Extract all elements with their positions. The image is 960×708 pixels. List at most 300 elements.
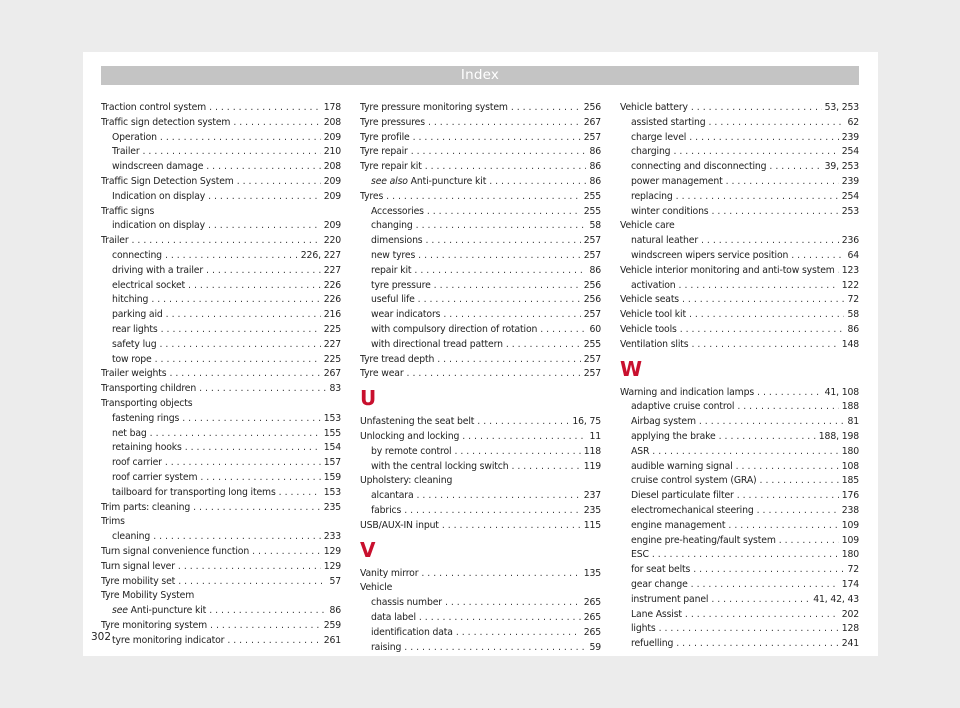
entry-term: safety lug [112, 338, 157, 350]
entry-term: repair kit [371, 264, 412, 276]
entry-term: Tyre repair kit [360, 161, 422, 173]
index-subentry [101, 412, 341, 427]
dot-leader [691, 101, 822, 116]
entry-term: Transporting objects [101, 397, 193, 409]
entry-term: roof carrier [112, 457, 162, 469]
page-reference: 202 [841, 608, 859, 620]
entry-term: Vehicle battery [620, 102, 688, 113]
index-entry [620, 323, 859, 338]
index-subentry [101, 190, 341, 205]
dot-leader [418, 293, 581, 308]
entry-term: adaptive cruise control [631, 401, 735, 413]
dot-leader [701, 234, 839, 249]
dot-leader [757, 386, 822, 401]
index-entry [620, 386, 859, 401]
index-entry [620, 338, 859, 353]
index-subentry [620, 234, 859, 249]
index-subentry [101, 604, 341, 619]
dot-leader [206, 160, 320, 175]
index-subentry [360, 308, 601, 323]
entry-term: Vehicle care [620, 220, 675, 232]
page-reference: 64 [847, 249, 859, 261]
dot-leader [427, 205, 581, 220]
page-reference: 118 [583, 445, 601, 457]
entry-term: windscreen damage [112, 161, 204, 173]
page-reference: 185 [841, 475, 859, 487]
entry-term: Vehicle seats [620, 294, 680, 306]
page-reference: 176 [841, 490, 859, 502]
index-subentry [101, 279, 341, 294]
dot-leader [227, 634, 320, 649]
dot-leader [155, 353, 321, 368]
page-reference: 129 [323, 545, 341, 557]
index-subentry [101, 219, 341, 234]
index-entry [360, 474, 601, 489]
index-subentry [360, 460, 601, 475]
page-reference: 226, 227 [300, 249, 341, 261]
index-entry [620, 308, 859, 323]
dot-leader [279, 486, 321, 501]
entry-term: Tyre monitoring system [101, 619, 208, 631]
page-reference: 109 [841, 519, 859, 531]
page-reference: 128 [841, 623, 859, 635]
entry-term: Warning and indication lamps [620, 386, 755, 398]
index-entry [101, 619, 341, 634]
index-subentry [620, 489, 859, 504]
dot-leader [404, 641, 586, 656]
entry-term: Trims [101, 516, 125, 528]
index-entry [360, 519, 601, 534]
dot-leader [411, 145, 587, 160]
page-reference: 153 [323, 486, 341, 498]
page-reference: 208 [323, 116, 341, 128]
entry-term: Diesel particulate filter [631, 490, 734, 502]
index-entry [360, 160, 601, 175]
entry-term: Vehicle tool kit [620, 309, 686, 321]
dot-leader [652, 445, 838, 460]
page-reference: 265 [583, 597, 601, 609]
index-entry [360, 353, 601, 368]
entry-term: Ventilation slits [620, 338, 689, 350]
index-entry [101, 397, 341, 412]
page-reference: 226 [323, 279, 341, 291]
entry-term: with the central locking switch [371, 460, 509, 472]
dot-leader [659, 622, 839, 637]
entry-term: with compulsory direction of rotation [371, 323, 538, 335]
index-entry [360, 581, 601, 596]
dot-leader [160, 338, 321, 353]
dot-leader [160, 131, 321, 146]
page-reference: 254 [841, 190, 859, 202]
dot-leader [188, 279, 321, 294]
index-subentry [360, 504, 601, 519]
index-subentry [101, 145, 341, 160]
dot-leader [417, 489, 581, 504]
index-subentry [101, 160, 341, 175]
entry-term: Traffic Sign Detection System [101, 175, 234, 187]
page-reference: 188, 198 [818, 430, 859, 442]
page-reference: 267 [583, 116, 601, 128]
page-reference: 58 [847, 309, 859, 321]
dot-leader [736, 460, 839, 475]
page-reference: 72 [847, 294, 859, 306]
page-reference: 178 [323, 102, 341, 113]
dot-leader [673, 145, 838, 160]
page-reference: 154 [323, 442, 341, 454]
entry-term: power management [631, 175, 723, 187]
index-entry [101, 575, 341, 590]
page-reference: 180 [841, 445, 859, 457]
entry-term: electrical socket [112, 279, 186, 291]
index-entry [360, 367, 601, 382]
dot-leader [421, 567, 580, 582]
dot-leader [426, 234, 581, 249]
page-reference: 256 [583, 102, 601, 113]
page-reference: 209 [323, 190, 341, 202]
entry-term: Vehicle interior monitoring and anti-tow system [620, 264, 835, 276]
page-reference: 108 [841, 460, 859, 472]
page-reference: 255 [583, 190, 601, 202]
dot-leader [193, 501, 321, 516]
dot-leader [709, 116, 845, 131]
index-subentry [101, 634, 341, 649]
entry-term: cleaning [112, 531, 151, 543]
entry-term: Unlocking and locking [360, 430, 460, 442]
index-subentry [101, 338, 341, 353]
page-reference: 209 [323, 131, 341, 143]
index-subentry [620, 474, 859, 489]
page-reference: 226 [323, 294, 341, 306]
entry-term: winter conditions [631, 205, 709, 217]
dot-leader [691, 338, 838, 353]
page-reference: 254 [841, 146, 859, 158]
index-column-3 [620, 101, 859, 652]
index-subentry [360, 445, 601, 460]
page-reference: 257 [583, 131, 601, 143]
dot-leader [769, 160, 821, 175]
dot-leader [206, 264, 321, 279]
index-entry [620, 264, 859, 279]
page-reference: 255 [583, 205, 601, 217]
entry-term: Vanity mirror [360, 567, 419, 579]
entry-term: by remote control [371, 445, 452, 457]
page-reference: 157 [323, 457, 341, 469]
page-reference: 225 [323, 323, 341, 335]
page-reference: 86 [589, 146, 601, 158]
dot-leader [208, 219, 321, 234]
dot-leader [151, 293, 320, 308]
index-subentry [101, 486, 341, 501]
entry-term: applying the brake [631, 430, 716, 442]
index-entry [101, 101, 341, 116]
page-reference: 153 [323, 412, 341, 424]
page-reference: 155 [323, 427, 341, 439]
page-reference: 11 [589, 430, 601, 442]
index-subentry [620, 279, 859, 294]
index-subentry [620, 400, 859, 415]
entry-term: charge level [631, 131, 687, 143]
entry-term: replacing [631, 190, 673, 202]
page-reference: 261 [323, 634, 341, 646]
dot-leader [757, 504, 839, 519]
index-subentry [101, 131, 341, 146]
page-reference: 265 [583, 611, 601, 623]
page-reference: 57 [329, 575, 341, 587]
index-entry [360, 430, 601, 445]
entry-term: cruise control system (GRA) [631, 475, 757, 487]
index-subentry [620, 460, 859, 475]
entry-term: Lane Assist [631, 608, 682, 620]
index-subentry [620, 563, 859, 578]
index-subentry [620, 622, 859, 637]
index-subentry [620, 145, 859, 160]
dot-leader [200, 471, 320, 486]
entry-term: rear lights [112, 323, 158, 335]
page-reference: 86 [329, 605, 341, 617]
dot-leader [445, 596, 581, 611]
entry-term: Tyre Mobility System [101, 590, 195, 602]
entry-term: tailboard for transporting long items [112, 486, 276, 498]
see-reference: see [112, 605, 128, 617]
dot-leader [454, 445, 580, 460]
page-reference: 257 [583, 249, 601, 261]
page-reference: 257 [583, 235, 601, 247]
page-reference: 62 [847, 116, 859, 128]
entry-term: Trailer [101, 235, 129, 247]
entry-term: Tyre profile [360, 131, 410, 143]
index-entry [101, 515, 341, 530]
dot-leader [161, 323, 321, 338]
dot-leader [462, 430, 586, 445]
entry-term: Tyre repair [360, 146, 408, 158]
page-reference: 60 [589, 323, 601, 335]
dot-leader [443, 308, 580, 323]
dot-leader [425, 160, 587, 175]
dot-leader [143, 145, 321, 160]
index-entry [360, 116, 601, 131]
index-subentry [101, 456, 341, 471]
page-reference: 235 [323, 501, 341, 513]
entry-term: raising [371, 641, 402, 653]
index-entry [620, 219, 859, 234]
index-entry [101, 234, 341, 249]
page-reference: 72 [847, 564, 859, 576]
page-reference: 239 [841, 175, 859, 187]
entry-term: Tyres [360, 190, 384, 202]
index-entry [101, 560, 341, 575]
index-subentry [360, 175, 601, 190]
dot-leader [169, 367, 320, 382]
index-subentry [101, 427, 341, 442]
dot-leader [418, 249, 581, 264]
page-reference: 209 [323, 220, 341, 232]
index-subentry [620, 160, 859, 175]
page-reference: 210 [323, 146, 341, 158]
entry-term: assisted starting [631, 116, 706, 128]
page-reference: 86 [589, 175, 601, 187]
page-reference: 53, 253 [824, 102, 859, 113]
entry-term: electromechanical steering [631, 504, 754, 516]
entry-term: connecting [112, 249, 162, 261]
entry-term: windscreen wipers service position [631, 249, 789, 261]
dot-leader [165, 456, 321, 471]
entry-term: driving with a trailer [112, 264, 204, 276]
index-subentry [360, 219, 601, 234]
page-reference: 256 [583, 294, 601, 306]
page-reference: 135 [583, 567, 601, 579]
page-reference: 237 [583, 490, 601, 502]
dot-leader [506, 338, 581, 353]
index-subentry [360, 626, 601, 641]
index-subentry [620, 593, 859, 608]
entry-term: parking aid [112, 309, 163, 321]
section-letter: W [620, 356, 642, 381]
page-reference: 83 [329, 383, 341, 395]
index-subentry [101, 353, 341, 368]
dot-leader [691, 578, 839, 593]
dot-leader [791, 249, 844, 264]
page-reference: 236 [841, 235, 859, 247]
index-subentry [620, 445, 859, 460]
section-letter: U [360, 386, 377, 411]
index-entry [360, 101, 601, 116]
page-number: 302 [91, 631, 112, 643]
entry-term: instrument panel [631, 593, 709, 605]
dot-leader [419, 611, 581, 626]
dot-leader [540, 323, 586, 338]
page-reference: 220 [323, 235, 341, 247]
index-entry [620, 293, 859, 308]
index-subentry [101, 471, 341, 486]
index-subentry [101, 530, 341, 545]
index-subentry [620, 578, 859, 593]
index-subentry [101, 264, 341, 279]
dot-leader [416, 219, 587, 234]
page-reference: 233 [323, 531, 341, 543]
index-subentry [360, 641, 601, 656]
dot-leader [456, 626, 581, 641]
entry-term: roof carrier system [112, 471, 198, 483]
dot-leader [652, 548, 839, 563]
entry-term: Unfastening the seat belt [360, 416, 475, 428]
page-reference: 174 [841, 578, 859, 590]
entry-term: Trim parts: cleaning [101, 501, 191, 513]
page-reference: 123 [841, 264, 859, 276]
page-reference: 119 [583, 460, 601, 472]
index-subentry [620, 175, 859, 190]
dot-leader [699, 415, 845, 430]
page-reference: 267 [323, 368, 341, 380]
dot-leader [689, 308, 844, 323]
index-subentry [360, 323, 601, 338]
dot-leader [693, 563, 844, 578]
index-subentry [360, 596, 601, 611]
page-reference: 58 [589, 220, 601, 232]
dot-leader [199, 382, 326, 397]
page-reference: 227 [323, 338, 341, 350]
entry-term: ESC [631, 549, 649, 561]
dot-leader [477, 415, 569, 430]
index-entry [620, 101, 859, 116]
entry-term: data label [371, 611, 416, 623]
page-reference: 188 [841, 401, 859, 413]
entry-term: Tyre pressure monitoring system [360, 102, 508, 113]
index-subentry [620, 548, 859, 563]
index-column-1 [101, 101, 341, 648]
dot-leader [185, 441, 321, 456]
page-reference: 16, 75 [572, 416, 601, 428]
dot-leader [489, 175, 586, 190]
entry-term: retaining hooks [112, 442, 182, 454]
page-reference: 239 [841, 131, 859, 143]
index-subentry [360, 279, 601, 294]
page-reference: 253 [841, 205, 859, 217]
index-subentry [360, 205, 601, 220]
entry-term: Turn signal convenience function [101, 545, 250, 557]
index-subentry [620, 430, 859, 445]
dot-leader [386, 190, 581, 205]
entry-term [112, 604, 206, 619]
index-entry [101, 382, 341, 397]
entry-term: new tyres [371, 249, 416, 261]
page-reference: 257 [583, 368, 601, 380]
index-entry [360, 131, 601, 146]
page-reference: 86 [847, 323, 859, 335]
dot-leader [728, 519, 838, 534]
index-entry [101, 589, 341, 604]
entry-term: Trailer weights [101, 368, 167, 380]
index-subentry [101, 249, 341, 264]
dot-leader [779, 534, 839, 549]
entry-term: Vehicle tools [620, 323, 677, 335]
dot-leader [437, 353, 580, 368]
dot-leader [150, 427, 321, 442]
entry-term: Turn signal lever [101, 560, 175, 572]
dot-leader [182, 412, 321, 427]
dot-leader [209, 101, 321, 116]
entry-term: alcantara [371, 490, 414, 502]
entry-term-text: Anti-puncture kit [130, 605, 207, 617]
entry-term: Indication on display [112, 190, 206, 202]
entry-term: Trailer [112, 146, 140, 158]
page-reference: 86 [589, 264, 601, 276]
entry-term: net bag [112, 427, 147, 439]
page-reference: 115 [583, 519, 601, 531]
index-subentry [620, 637, 859, 652]
dot-leader [511, 460, 580, 475]
entry-term: Upholstery: cleaning [360, 475, 453, 487]
dot-leader [680, 323, 845, 338]
entry-term: gear change [631, 578, 688, 590]
dot-leader [712, 205, 839, 220]
index-subentry [101, 308, 341, 323]
index-subentry [620, 131, 859, 146]
index-subentry [101, 323, 341, 338]
page-reference: 129 [323, 560, 341, 572]
index-subentry [360, 234, 601, 249]
entry-term: ASR [631, 445, 650, 457]
index-entry [101, 205, 341, 220]
dot-leader [428, 116, 581, 131]
index-entry [360, 415, 601, 430]
index-subentry [360, 489, 601, 504]
index-subentry [360, 293, 601, 308]
index-entry [360, 190, 601, 205]
dot-leader [434, 279, 581, 294]
dot-leader [760, 474, 839, 489]
entry-term: useful life [371, 294, 415, 306]
dot-leader [414, 264, 586, 279]
